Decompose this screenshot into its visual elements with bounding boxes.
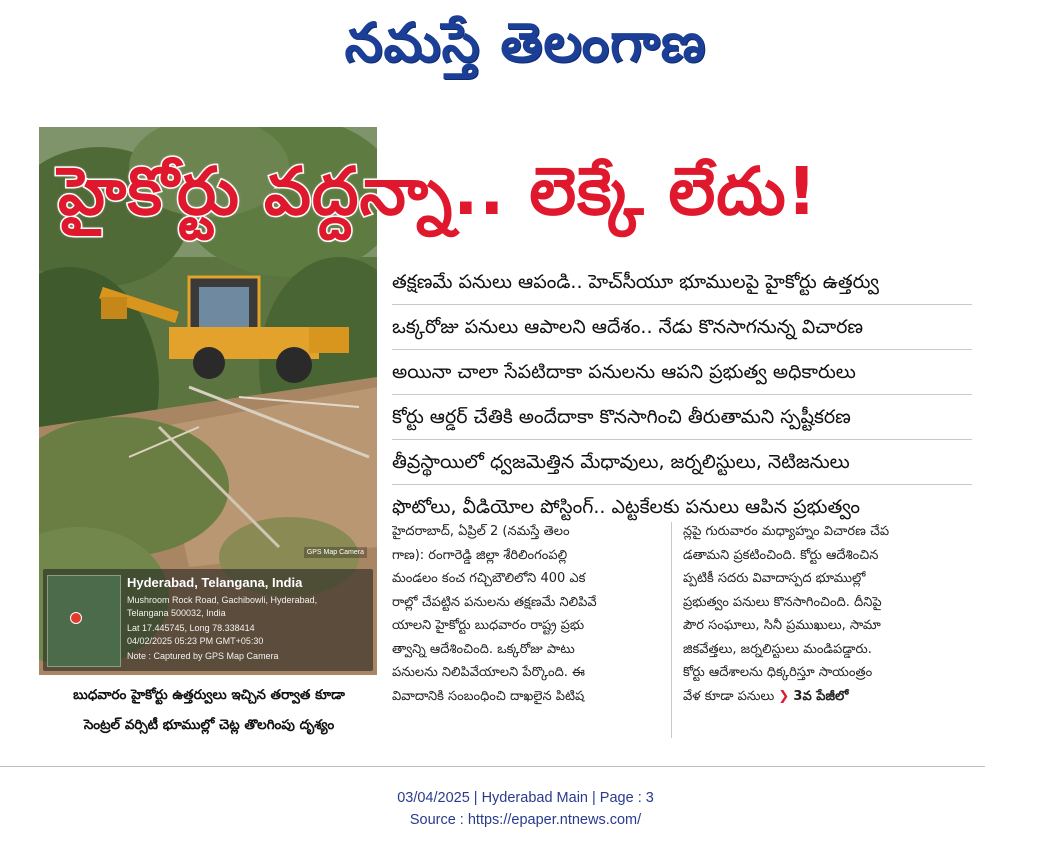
body-line: గాణ): రంగారెడ్డి జిల్లా శేరిలింగంపల్లి (392, 547, 568, 563)
kicker-divider (392, 349, 972, 350)
gps-note: Note : Captured by GPS Map Camera (127, 651, 279, 661)
continued-arrow-icon: ❯ (778, 688, 790, 704)
kicker-line: ఒక్కరోజు పనులు ఆపాలని ఆదేశం.. నేడు కొనసాగనున్న విచారణ (392, 316, 864, 338)
kicker-line: తీవ్రస్థాయిలో ధ్వజమెత్తిన మేధావులు, జర్నలిస్టులు, నెటిజనులు (392, 451, 850, 473)
gps-brand-label: GPS Map Camera (304, 547, 367, 558)
gps-stamp (43, 549, 373, 671)
body-line: న్లపై గురువారం మధ్యాహ్నం విచారణ చేప (683, 524, 890, 539)
body-line: డతామని ప్రకటించింది. కోర్టు ఆదేశించిన (683, 547, 879, 563)
gps-coordinates: Lat 17.445745, Long 78.338414 (127, 623, 255, 633)
body-column-2 (683, 520, 945, 708)
footer-edition-info: 03/04/2025 | Hyderabad Main | Page : 3 (397, 790, 654, 806)
caption-line: సెంట్రల్ వర్సిటీ భూముల్లో చెట్ల తొలగింపు దృశ్యం (83, 717, 335, 733)
body-line: మండలం కంచ గచ్చిబౌలిలోని 400 ఎక (392, 571, 586, 586)
kicker-divider (392, 484, 972, 485)
gps-city: Hyderabad, Telangana, India (127, 575, 303, 590)
newspaper-masthead: నమస్తే తెలంగాణ (344, 11, 707, 74)
kicker-divider (392, 439, 972, 440)
body-column-1 (392, 520, 654, 708)
headline: హైకోర్టు వద్దన్నా.. లెక్కే లేదు! (58, 153, 818, 230)
body-line: వివాదానికి సంబంధించి దాఖలైన పిటిష (392, 688, 585, 704)
kicker-line: కోర్టు ఆర్డర్ చేతికి అందేదాకా కొనసాగించి తీరుతామని స్పష్టీకరణ (392, 406, 851, 428)
body-line: రాల్లో చేపట్టిన పనులను తక్షణమే నిలిపివే (392, 594, 597, 610)
kicker-line: అయినా చాలా సేపటిదాకా పనులను ఆపని ప్రభుత్వ అధికారులు (392, 361, 856, 383)
footer-source-link[interactable]: Source : https://epaper.ntnews.com/ (409, 812, 642, 828)
body-line-last (683, 685, 945, 709)
photo-caption (40, 680, 378, 740)
map-pin-icon (70, 612, 82, 624)
body-line: త్వాన్ని ఆదేశించింది. ఒక్కరోజు పాటు (392, 641, 575, 657)
gps-datetime: 04/02/2025 05:23 PM GMT+05:30 (127, 636, 264, 646)
kicker-divider (392, 304, 972, 305)
kicker-list (392, 262, 972, 527)
continued-on-page[interactable]: 3వ పేజీలో (793, 688, 849, 704)
body-line: ప్పటికీ సదరు వివాదాస్పద భూముల్లో (683, 571, 866, 586)
gps-address-2: Telangana 500032, India (127, 608, 226, 618)
footer-divider (0, 766, 985, 767)
kicker-line: ఫొటోలు, వీడియోల పోస్టింగ్.. ఎట్టకేలకు పనులు ఆపిన ప్రభుత్వం (392, 496, 861, 518)
body-line: యాలని హైకోర్టు బుధవారం రాష్ట్ర ప్రభు (392, 618, 585, 633)
column-divider (671, 522, 672, 738)
kicker-line: తక్షణమే పనులు ఆపండి.. హెచ్‌సీయూ భూములపై హైకోర్టు ఉత్తర్వు (392, 271, 879, 293)
caption-line: బుధవారం హైకోర్టు ఉత్తర్వులు ఇచ్చిన తర్వాత కూడా (73, 687, 345, 703)
body-line: పౌర సంఘాలు, సినీ ప్రముఖులు, సామా (683, 618, 881, 633)
body-line: ప్రభుత్వం పనులు కొనసాగించింది. దీనిపై (683, 594, 882, 610)
gps-address-1: Mushroom Rock Road, Gachibowli, Hyderabad, (127, 595, 318, 605)
body-line: హైదరాబాద్, ఏప్రిల్ 2 (నమస్తే తెలం (392, 524, 570, 539)
body-line: జికవేత్తలు, జర్నలిస్టులు మండిపడ్డారు. (683, 641, 872, 657)
body-line-text: వేళ కూడా పనులు (683, 688, 775, 704)
body-line: పనులను నిలిపివేయాలని పేర్కొంది. ఈ (392, 665, 585, 680)
body-line: కోర్టు ఆదేశాలను ధిక్కరిస్తూ సాయంత్రం (683, 665, 873, 680)
gps-map-thumbnail (47, 575, 121, 667)
kicker-divider (392, 394, 972, 395)
